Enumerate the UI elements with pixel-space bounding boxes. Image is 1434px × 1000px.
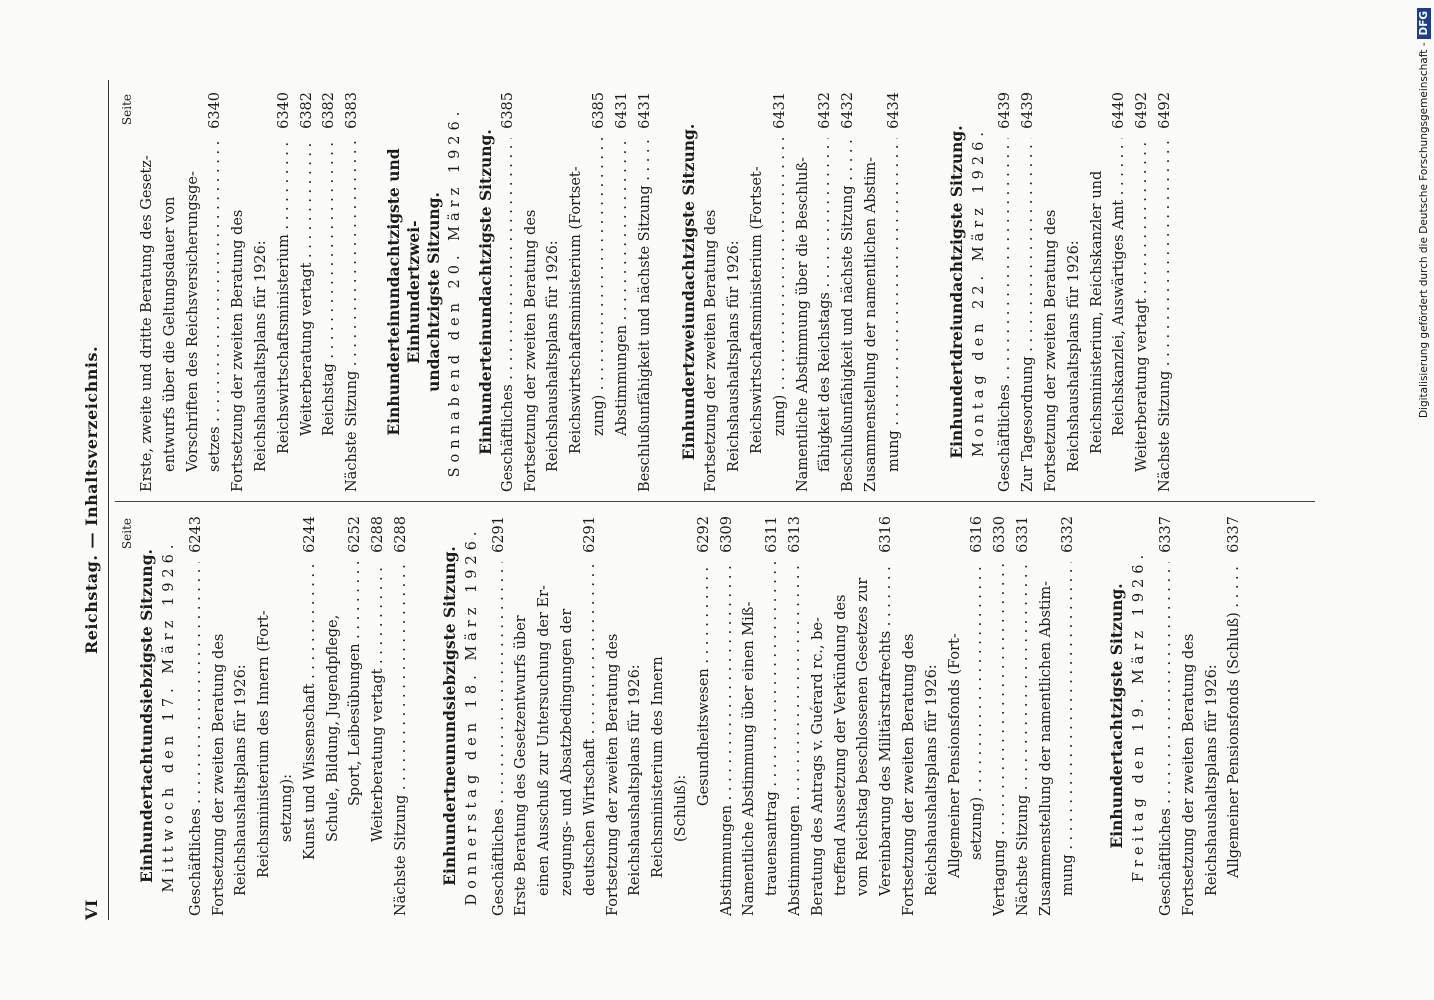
page-ref: 6309 — [718, 516, 735, 553]
toc-line: Fortsetzung der zweiten Beratung des — [604, 633, 621, 916]
toc-entry: zung) . . . 6385 — [588, 92, 611, 492]
page-ref: 6291 — [490, 516, 507, 553]
page-ref: 6431 — [636, 92, 653, 129]
toc-line: Reichshaushaltsplans für 1926: — [1065, 240, 1082, 472]
credit-text: Digitalisierung gefördert durch die Deutsche Forschungsgemeinschaft - — [1418, 42, 1430, 419]
toc-entry: Vereinbarung des Militärstrafrechts . . . 6316 — [875, 516, 898, 916]
toc-line: Reichsministerium, Reichskanzler und — [1088, 170, 1105, 454]
page-header — [82, 80, 108, 920]
page-ref: 6243 — [187, 516, 204, 553]
toc-line: Erste Beratung des Gesetzentwurfs über — [513, 615, 530, 916]
toc-entry: Nächste Sitzung . . . 6383 — [341, 92, 364, 492]
toc-entry: Abstimmungen . . . 6431 — [611, 92, 634, 492]
page-ref: 6332 — [1060, 516, 1077, 553]
toc-line: Fortsetzung der zweiten Beratung des — [210, 633, 227, 916]
page-ref: 6383 — [344, 92, 361, 129]
toc-entry: Zur Tagesordnung . . . 6439 — [1017, 92, 1040, 492]
toc-entry: Abstimmungen . . . 6313 — [784, 516, 807, 916]
toc-entry: Geschäftliches . . . 6385 — [497, 92, 520, 492]
toc-entry: Abstimmungen . . . 6309 — [716, 516, 739, 916]
toc-line: Fortsetzung der zweiten Beratung des — [522, 209, 539, 492]
toc-entry: Allgemeiner Pensionsfonds (Schluß) . . . 6337 — [1223, 516, 1246, 916]
page-ref: 6382 — [321, 92, 338, 129]
toc-entry: Geschäftliches . . . 6439 — [994, 92, 1017, 492]
page-ref: 6291 — [581, 516, 598, 553]
column-divider — [115, 501, 1315, 502]
toc-entry: Sport, Leibesübungen . . . 6252 — [344, 516, 367, 916]
toc-entry: Vertagung . . . 6330 — [989, 516, 1012, 916]
toc-entry: Beschlußunfähigkeit und nächste Sitzung . . . 6431 — [634, 92, 657, 492]
toc-line: Reichshaushaltsplans für 1926: — [923, 664, 940, 896]
page-number: VI — [82, 899, 101, 920]
toc-entry: Geschäftliches . . . 6291 — [488, 516, 511, 916]
page-title: Reichstag. — Inhaltsverzeichnis. — [82, 345, 101, 655]
page-ref: 6337 — [1158, 516, 1175, 553]
page-ref: 6340 — [207, 92, 224, 129]
toc-entry: Nächste Sitzung . . . 6331 — [1012, 516, 1035, 916]
page-ref: 6288 — [392, 516, 409, 553]
toc-entry: Weiterberatung vertagt . . . 6492 — [1131, 92, 1154, 492]
toc-line: Zusammenstellung der namentlichen Abstim- — [862, 156, 879, 492]
page-ref: 6311 — [764, 516, 781, 553]
page-ref: 6330 — [992, 516, 1009, 553]
seite-label: Seite — [120, 94, 134, 126]
page-ref: 6244 — [301, 516, 318, 553]
section-title: Einhundertneunundsiebzigste Sitzung. — [439, 546, 459, 886]
toc-line: Fortsetzung der zweiten Beratung des — [230, 209, 247, 492]
toc-entry: Nächste Sitzung . . . 6288 — [390, 516, 413, 916]
toc-entry: trauensantrag . . . 6311 — [761, 516, 784, 916]
toc-entry: Gesundheitswesen . . . 6292 — [693, 516, 716, 916]
toc-entry: mung . . . 6434 — [883, 92, 906, 492]
toc-entry: Reichskanzlei, Auswärtiges Amt . . . 6440 — [1108, 92, 1131, 492]
section-title: Einhundertachtundsiebzigste Sitzung. — [137, 549, 156, 883]
toc-line: Reichshaushaltsplans für 1926: — [233, 664, 250, 896]
section-title: Einhunderteinundachtzigste Sitzung. — [475, 129, 495, 455]
section-date: Sonnabend den 20. März 1926. — [446, 106, 463, 478]
page-ref: 6439 — [997, 92, 1014, 129]
toc-line: treffend Aussetzung der Verkündung des — [832, 594, 849, 896]
section-date: Freitag den 19. März 1926. — [1131, 549, 1148, 883]
toc-line: Namentliche Abstimmung über einen Miß- — [741, 601, 758, 916]
page-ref: 6492 — [1134, 92, 1151, 129]
page-ref: 6439 — [1020, 92, 1037, 129]
toc-line: Namentliche Abstimmung über die Beschluß- — [794, 156, 811, 492]
seite-label: Seite — [120, 518, 134, 550]
page-ref: 6382 — [298, 92, 315, 129]
toc-line: Fortsetzung der zweiten Beratung des — [900, 633, 917, 916]
toc-line: einen Ausschuß zur Untersuchung der Er- — [536, 585, 553, 896]
page-ref: 6288 — [370, 516, 387, 553]
toc-line: setzung): — [278, 774, 295, 842]
toc-line: Beratung des Antrags v. Guérard rc., be- — [809, 617, 826, 916]
toc-line: Reichshaushaltsplans für 1926: — [726, 240, 743, 472]
section-title: Einhundertdreiundachtzigste Sitzung. — [946, 125, 966, 459]
toc-entry: zung) . . . 6431 — [769, 92, 792, 492]
page-ref: 6431 — [613, 92, 630, 129]
toc-line: entwurfs über die Geltungsdauer von — [161, 196, 178, 472]
toc-line: Reichswirtschaftsministerium (Fortset- — [568, 166, 585, 454]
toc-entry: Weiterberatung vertagt . . . 6288 — [367, 516, 390, 916]
toc-entry: setzes . . . 6340 — [204, 92, 227, 492]
page-ref: 6492 — [1156, 92, 1173, 129]
page-ref: 6337 — [1226, 516, 1243, 553]
toc-line: Zusammenstellung der namentlichen Abstim- — [1037, 580, 1054, 916]
toc-line: Fortsetzung der zweiten Beratung des — [1180, 633, 1197, 916]
page-ref: 6316 — [969, 516, 986, 553]
toc-entry: Beschlußunfähigkeit und nächste Sitzung . . . 6432 — [837, 92, 860, 492]
toc-entry: Geschäftliches . . . 6243 — [185, 516, 208, 916]
page-ref: 6440 — [1111, 92, 1128, 129]
toc-line: Erste, zweite und dritte Beratung des Gesetz- — [139, 155, 155, 492]
toc-line: Schule, Bildung, Jugendpflege, — [324, 614, 341, 842]
toc-entry: deutschen Wirtschaft . . . 6291 — [579, 516, 602, 916]
toc-line: Reichshaushaltsplans für 1926: — [1203, 664, 1220, 896]
toc-entry: Nächste Sitzung . . . 6492 — [1154, 92, 1177, 492]
page-ref: 6432 — [840, 92, 857, 129]
toc-entry: Geschäftliches . . . 6337 — [1155, 516, 1178, 916]
section-date: Donnerstag den 18. März 1926. — [463, 526, 480, 906]
toc-line: vom Reichstag beschlossenen Gesetzes zur — [855, 577, 872, 896]
digitization-credit — [1414, 8, 1434, 992]
toc-line: Allgemeiner Pensionsfonds (Fort- — [946, 633, 963, 878]
page-ref: 6431 — [771, 92, 788, 129]
toc-line: zeugungs- und Absatzbedingungen der — [558, 608, 575, 896]
toc-line: Reichsministerium des Innern (Fort- — [256, 610, 273, 878]
toc-line: Vorschriften des Reichsversicherungsge- — [184, 171, 201, 472]
toc-entry: mung . . . 6332 — [1057, 516, 1080, 916]
page-ref: 6385 — [590, 92, 607, 129]
page-ref: 6292 — [695, 516, 712, 553]
page-ref: 6252 — [347, 516, 364, 553]
toc-line: Reichsministerium des Innern — [650, 656, 667, 878]
right-column — [118, 92, 1177, 492]
toc-entry: Kunst und Wissenschaft . . . 6244 — [299, 516, 322, 916]
page-ref: 6340 — [275, 92, 292, 129]
toc-entry: setzung) . . . 6316 — [966, 516, 989, 916]
toc-line: (Schluß): — [672, 774, 689, 842]
left-column — [118, 516, 1246, 916]
page-ref: 6385 — [499, 92, 516, 129]
toc-line: Reichshaushaltsplans für 1926: — [627, 664, 644, 896]
toc-line: Fortsetzung der zweiten Beratung des — [703, 209, 720, 492]
toc-entry: Weiterberatung vertagt . . . 6382 — [296, 92, 319, 492]
dfg-logo: DFG — [1417, 8, 1431, 39]
toc-entry: Reichstag . . . 6382 — [318, 92, 341, 492]
section-date: Montag den 22. März 1926. — [970, 127, 987, 457]
page-ref: 6313 — [786, 516, 803, 553]
toc-entry: Reichswirtschaftsministerium . . . 6340 — [273, 92, 296, 492]
page-ref: 6331 — [1014, 516, 1031, 553]
header-rule — [108, 80, 109, 920]
section-title: Einhundertzweiundachtzigste Sitzung. — [679, 123, 699, 461]
toc-line: Reichshaushaltsplans für 1926: — [545, 240, 562, 472]
page-ref: 6434 — [885, 92, 902, 129]
section-title: Einhunderteinundachtzigste und Einhundertzwei- undachtzigste Sitzung. — [383, 148, 443, 436]
toc-entry: fähigkeit des Reichstags . . . 6432 — [814, 92, 837, 492]
toc-line: Reichswirtschaftsministerium (Fortset- — [748, 166, 765, 454]
section-date: Mittwoch den 17. März 1926. — [161, 539, 177, 893]
toc-line: Fortsetzung der zweiten Beratung des — [1042, 209, 1059, 492]
page-ref: 6316 — [878, 516, 895, 553]
section-title: Einhundertachtzigste Sitzung. — [1107, 583, 1127, 849]
toc-line: Reichshaushaltsplans für 1926: — [252, 240, 269, 472]
page-ref: 6432 — [817, 92, 834, 129]
